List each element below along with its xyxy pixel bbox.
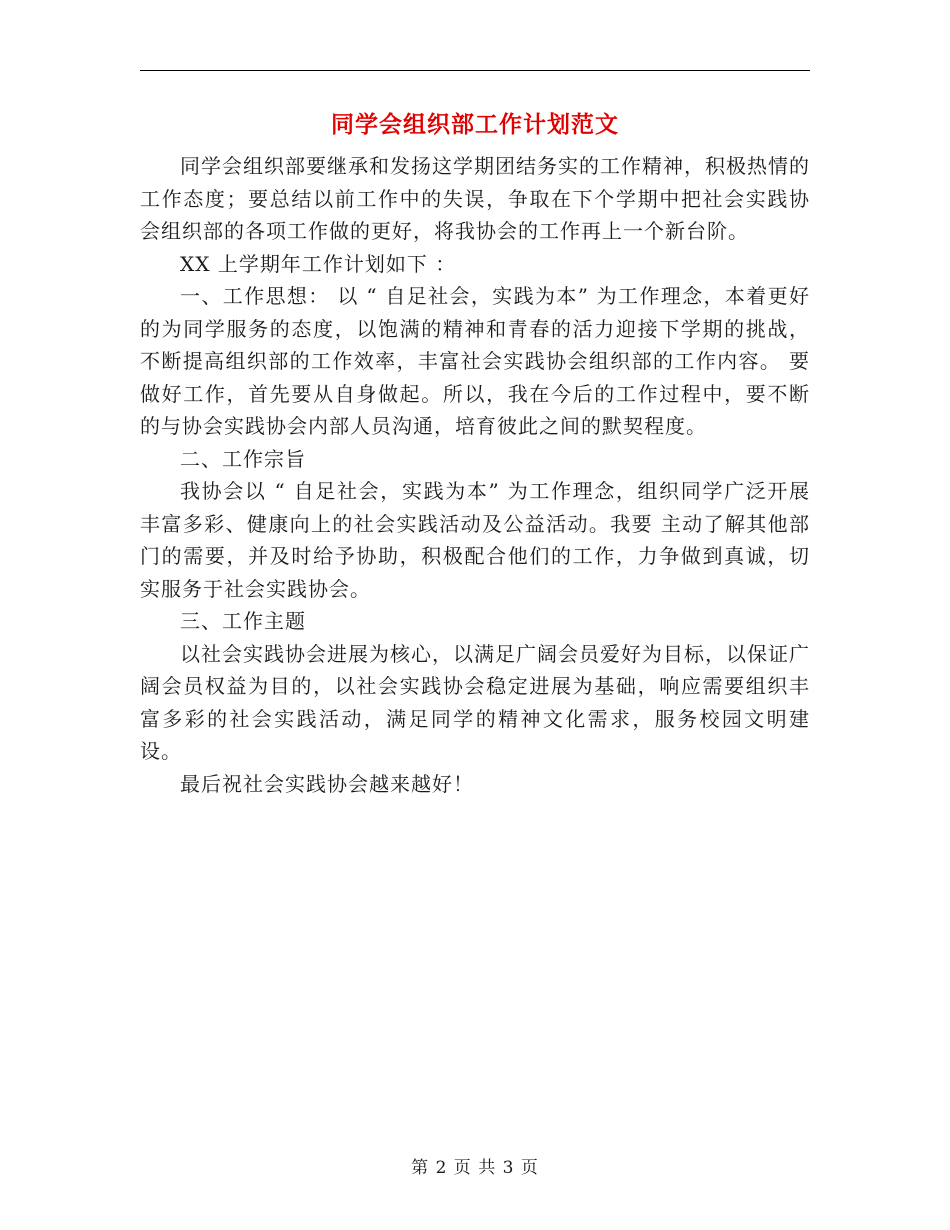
document-title: 同学会组织部工作计划范文 bbox=[331, 111, 619, 138]
paragraph-work-thought: 一、工作思想： 以 “ 自足社会，实践为本” 为工作理念，本着更好的为同学服务的态度，以饱满的精神和青春的活力迎接下学期的挑战，不断提高组织部的工作效率，丰富社会实践协会组织部的工作内容。 要做好工作，首先要从自身做起。所以，我在今后的工作过程中，要不断的与协会实践协会内部人员沟通，培育彼此之间的默契程度。 bbox=[140, 284, 810, 438]
paragraph-closing: 最后祝社会实践协会越来越好！ bbox=[180, 771, 474, 796]
paragraph-intro: 同学会组织部要继承和发扬这学期团结务实的工作精神，积极热情的工作态度；要总结以前工作中的失误，争取在下个学期中把社会实践协会组织部的各项工作做的更好，将我协会的工作再上一个新台阶。 bbox=[140, 154, 810, 243]
paragraph-work-theme: 以社会实践协会进展为核心，以满足广阔会员爱好为目标，以保证广阔会员权益为目的，以社会实践协会稳定进展为基础，响应需要组织丰富多彩的社会实践活动，满足同学的精神文化需求，服务校园文明建设。 bbox=[140, 641, 810, 763]
header-rule bbox=[140, 70, 810, 71]
heading-work-purpose: 二、工作宗旨 bbox=[180, 446, 306, 471]
heading-work-theme: 三、工作主题 bbox=[180, 609, 306, 633]
document-body bbox=[140, 150, 810, 800]
page-number-footer: 第 2 页 共 3 页 bbox=[411, 1158, 539, 1178]
paragraph-work-purpose: 我协会以 “ 自足社会，实践为本” 为工作理念，组织同学广泛开展丰富多彩、健康向上的社会实践活动及公益活动。我要 主动了解其他部门的需要，并及时给予协助，积极配合他们的工作，力争做到真诚，切实服务于社会实践协会。 bbox=[140, 479, 810, 601]
paragraph-plan-heading: XX 上学期年工作计划如下 ： bbox=[180, 251, 457, 276]
